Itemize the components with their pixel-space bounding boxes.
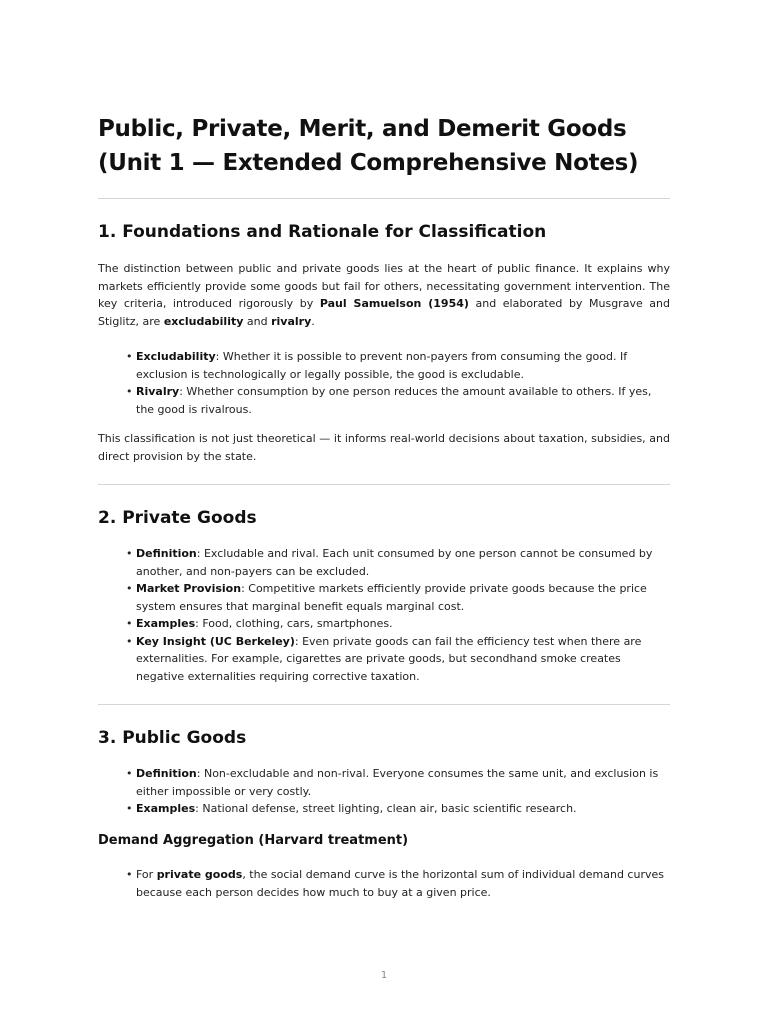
- list-item: [126, 765, 670, 800]
- bullet-text: : National defense, street lighting, clean air, basic scientific research.: [195, 802, 577, 815]
- list-item: [126, 580, 670, 615]
- bullet-text: : Whether it is possible to prevent non-payers from consuming the good. If exclusion is technologically or legally possible, the good is excludable.: [136, 350, 628, 381]
- bullet-term: private goods: [156, 868, 243, 881]
- list-item: [126, 633, 670, 686]
- section-1-heading: 1. Foundations and Rationale for Classification: [98, 222, 547, 242]
- list-item: [126, 383, 670, 418]
- section-3-heading: 3. Public Goods: [98, 728, 247, 748]
- intro-bold-rivalry: rivalry: [271, 314, 312, 328]
- bullet-term: Examples: [136, 802, 196, 815]
- intro-bold-samuelson: Paul Samuelson (1954): [319, 297, 469, 310]
- bullet-text: : Competitive markets efficiently provide private goods because the price system ensures that marginal benefit equals marginal cost.: [136, 582, 647, 613]
- section-1-bullet-list: [126, 348, 670, 418]
- section-3-bullet-list: [126, 765, 670, 818]
- bullet-text: : Food, clothing, cars, smartphones.: [195, 617, 393, 630]
- bullet-term: Examples: [136, 617, 196, 630]
- intro-text: and elaborated by Musgrave and Stiglitz, are: [98, 297, 670, 328]
- bullet-term: Definition: [136, 767, 197, 780]
- bullet-text: : Excludable and rival. Each unit consumed by one person cannot be consumed by another, and non-payers can be excluded.: [136, 547, 653, 578]
- bullet-prefix: For: [136, 868, 157, 881]
- bullet-text: : Even private goods can fail the efficiency test when there are externalities. For example, cigarettes are private goods, but secondhand smoke creates negative externalities requiring corrective taxation.: [136, 634, 642, 683]
- intro-text: .: [311, 314, 315, 328]
- document-title: Public, Private, Merit, and Demerit Goods (Unit 1 — Extended Comprehensive Notes): [98, 116, 639, 176]
- bullet-term: Key Insight (UC Berkeley): [136, 634, 295, 648]
- bullet-text: , the social demand curve is the horizontal sum of individual demand curves because each person decides how much to buy at a given price.: [136, 868, 664, 899]
- bullet-term: Rivalry: [136, 385, 180, 398]
- list-item: [126, 348, 670, 383]
- intro-bold-excludability: excludability: [163, 314, 244, 328]
- section-1-closing-paragraph: This classification is not just theoretical — it informs real-world decisions about taxation, subsidies, and direct provision by the state.: [98, 432, 670, 463]
- list-item: [126, 615, 670, 633]
- section-1-intro-paragraph: [98, 260, 670, 330]
- bullet-term: Market Provision: [136, 582, 242, 595]
- section-divider: [98, 484, 670, 485]
- section-3-subheading: Demand Aggregation (Harvard treatment): [98, 833, 409, 848]
- intro-text: The distinction between public and private goods lies at the heart of public finance. It explains why markets efficiently provide some goods but fail for others, necessitating government intervention. The key criteria, introduced rigorously by: [98, 262, 670, 310]
- section-3-sub-bullet-list: [126, 866, 670, 901]
- section-divider: [98, 704, 670, 705]
- bullet-text: : Whether consumption by one person reduces the amount available to others. If yes, the good is rivalrous.: [136, 385, 652, 416]
- bullet-term: Definition: [136, 547, 197, 560]
- list-item: [126, 800, 670, 818]
- section-2-bullet-list: [126, 545, 670, 685]
- list-item: [126, 545, 670, 580]
- section-2-heading: 2. Private Goods: [98, 508, 257, 528]
- intro-text: and: [243, 314, 272, 328]
- page-number: 1: [380, 970, 388, 981]
- bullet-text: : Non-excludable and non-rival. Everyone consumes the same unit, and exclusion is either impossible or very costly.: [136, 767, 659, 798]
- section-divider: [98, 198, 670, 199]
- list-item: [126, 866, 670, 901]
- bullet-term: Excludability: [136, 350, 216, 363]
